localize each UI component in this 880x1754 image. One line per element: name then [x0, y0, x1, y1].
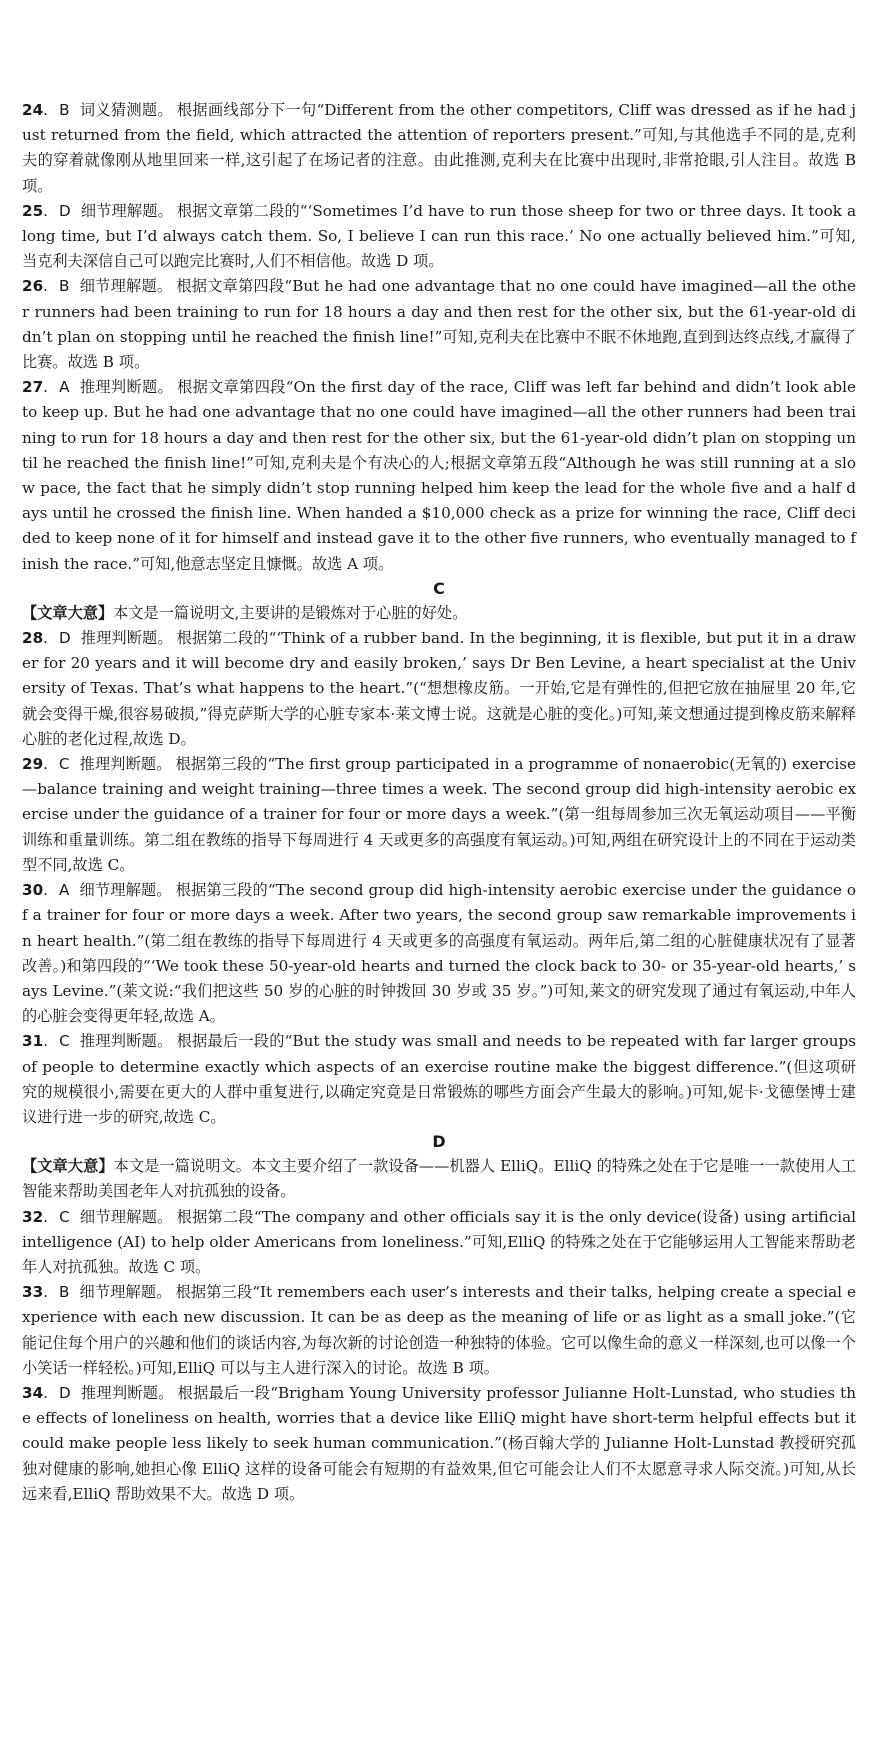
question-type: 词义猜测题。	[79, 101, 173, 119]
answer-letter: C	[59, 1207, 70, 1226]
question-number: 33	[22, 1283, 44, 1302]
question-number: 32	[22, 1207, 44, 1226]
question-number: 24	[22, 101, 44, 119]
explanation-text: 根据文章第四段“But he had one advantage that no one could have imagined—all the other runners had been training to run for 18 hours a day and then rest for the other six, but the 61-year-old didn’t plan on stopping until he reached the finish line!”可知,克利夫在比赛中不眠不休地跑,直到到达终点线,才赢得了比赛。故选 B 项。	[22, 277, 857, 372]
section-heading-c: C	[433, 578, 445, 598]
section-d-summary	[22, 1154, 856, 1204]
question-number: 28	[22, 629, 44, 648]
answer-entry-31: 31. C 推理判断题。 根据最后一段的“But the study was small and needs to be repeated with far larger groups of people to determine exactly which aspects of an exercise routine make the biggest difference.”(但这项研究的规模很小,需要在更大的人群中重复进行,以确定究竟是日常锻炼的哪些方面会产生最大的影响。)可知,妮卡·戈德堡博士建议进行进一步的研究,故选 C。	[22, 1032, 857, 1126]
question-number: 34	[22, 1383, 44, 1402]
explanation-text: 根据文章第二段的“‘Sometimes I’d have to run those sheep for two or three days. It took a long time, but I’d always catch them. So, I believe I can run this race.’ No one actually believed him.”可知,当克利夫深信自己可以跑完比赛时,人们不相信他。故选 D 项。	[22, 201, 857, 271]
question-number: 26	[22, 277, 44, 296]
section-heading-d: D	[432, 1132, 446, 1152]
answer-letter: C	[58, 755, 70, 774]
question-type: 细节理解题。	[79, 1283, 172, 1302]
explanation-text: 根据文章第四段“On the first day of the race, Cliff was left far behind and didn’t look able to keep up. But he had one advantage that no one could have imagined—all the other runners had been training to run for 18 hours a day and then rest for the other six, but the 61-year-old didn’t plan on stopping until he reached the finish line!”可知,克利夫是个有决心的人;根据文章第五段“Although he was still running at a slow pace, the fact that he simply didn’t stop running helped him keep the lead for the whole five and a half days until he crossed the finish line. When handed a $10,000 check as a prize for winning the race, Cliff decided to keep none of it for himself and instead gave it to the other five runners, who eventually managed to finish the race.”可知,他意志坚定且慷慨。故选 A 项。	[22, 378, 857, 573]
explanation-text: 根据最后一段的“But the study was small and needs to be repeated with far larger groups of people to determine exactly which aspects of an exercise routine make the biggest difference.”(但这项研究的规模很小,需要在更大的人群中重复进行,以确定究竟是日常锻炼的哪些方面会产生最大的影响。)可知,妮卡·戈德堡博士建议进行进一步的研究,故选 C。	[22, 1032, 857, 1126]
explanation-text: 根据第三段的“The second group did high-intensity aerobic exercise under the guidance of a trainer for four or more days a week. After two years, the second group saw remarkable improvements in heart health.”(第二组在教练的指导下每周进行 4 天或更多的高强度有氧运动。两年后,第二组的心脏健康状况有了显著改善。)和第四段的“‘We took these 50-year-old hearts and turned the clock back to 30- or 35-year-old hearts,’ says Levine.”(莱文说:“我们把这些 50 岁的心脏的时钟拨回 30 岁或 35 岁。”)可知,莱文的研究发现了通过有氧运动,中年人的心脏会变得更年轻,故选 A。	[22, 881, 857, 1026]
answer-entry-30: 30. A 细节理解题。 根据第三段的“The second group did high-intensity aerobic exercise under the guidance of a trainer for four or more days a week. After two years, the second group saw remarkable improvements in heart health.”(第二组在教练的指导下每周进行 4 天或更多的高强度有氧运动。两年后,第二组的心脏健康状况有了显著改善。)和第四段的“‘We took these 50-year-old hearts and turned the clock back to 30- or 35-year-old hearts,’ says Levine.”(莱文说:“我们把这些 50 岁的心脏的时钟拨回 30 岁或 35 岁。”)可知,莱文的研究发现了通过有氧运动,中年人的心脏会变得更年轻,故选 A。	[22, 881, 857, 1026]
explanation-text: 根据第二段“The company and other officials say it is the only device(设备) using artificial intelligence (AI) to help older Americans from loneliness.”可知,ElliQ 的特殊之处在于它能够运用人工智能来帮助老年人对抗孤独。故选 C 项。	[22, 1207, 857, 1276]
question-type: 推理判断题。	[79, 1032, 173, 1051]
answer-page	[22, 98, 856, 1507]
question-type: 细节理解题。	[79, 881, 172, 900]
question-number: 25	[22, 201, 44, 220]
answer-entry-24: 24. B 词义猜测题。 根据画线部分下一句“Different from the other competitors, Cliff was dressed as if he had just returned from the field, which attracted the attention of reporters present.”可知,与其他选手不同的是,克利夫的穿着就像刚从地里回来一样,这引起了在场记者的注意。由此推测,克利夫在比赛中出现时,非常抢眼,引人注目。故选 B 项。	[22, 101, 857, 195]
answer-letter: D	[59, 1383, 71, 1402]
question-number: 31	[22, 1032, 44, 1051]
explanation-text: 根据最后一段“Brigham Young University professor Julianne Holt-Lunstad, who studies the effects of loneliness on health, worries that a device like ElliQ might have short-term helpful effects but it could make people less likely to seek human communication.”(杨百翰大学的 Julianne Holt-Lunstad 教授研究孤独对健康的影响,她担心像 ElliQ 这样的设备可能会有短期的有益效果,但它可能会让人们不太愿意寻求人际交流。)可知,从长远来看,ElliQ 帮助效果不大。故选 D 项。	[22, 1383, 856, 1503]
answer-letter: B	[59, 277, 70, 296]
question-type: 推理判断题。	[80, 1383, 174, 1402]
question-type: 推理判断题。	[79, 378, 174, 397]
answer-letter: A	[59, 378, 70, 397]
answer-entry-26: 26. B 细节理解题。 根据文章第四段“But he had one advantage that no one could have imagined—all the other runners had been training to run for 18 hours a day and then rest for the other six, but the 61-year-old didn’t plan on stopping until he reached the finish line!”可知,克利夫在比赛中不眠不休地跑,直到到达终点线,才赢得了比赛。故选 B 项。	[22, 277, 857, 372]
answer-entry-33: 33. B 细节理解题。 根据第三段“It remembers each user’s interests and their talks, helping create a special experience with each new discussion. It can be as deep as the meaning of life or as light as a small joke.”(它能记住每个用户的兴趣和他们的谈话内容,为每次新的讨论创造一种独特的体验。它可以像生命的意义一样深刻,也可以像一个小笑话一样轻松。)可知,ElliQ 可以与主人进行深入的讨论。故选 B 项。	[22, 1283, 856, 1377]
summary-text: 本文是一篇说明文。本文主要介绍了一款设备——机器人 ElliQ。ElliQ 的特殊之处在于它是唯一一款使用人工智能来帮助美国老年人对抗孤独的设备。	[22, 1157, 857, 1201]
summary-label: 【文章大意】	[22, 603, 114, 622]
section-c-summary	[22, 601, 856, 626]
question-type: 细节理解题。	[79, 277, 173, 296]
answer-entry-27: 27. A 推理判断题。 根据文章第四段“On the first day of the race, Cliff was left far behind and didn’t look able to keep up. But he had one advantage that no one could have imagined—all the other runners had been training to run for 18 hours a day and then rest for the other six, but the 61-year-old didn’t plan on stopping until he reached the finish line!”可知,克利夫是个有决心的人;根据文章第五段“Although he was still running at a slow pace, the fact that he simply didn’t stop running helped him keep the lead for the whole five and a half days until he crossed the finish line. When handed a $10,000 check as a prize for winning the race, Cliff decided to keep none of it for himself and instead gave it to the other five runners, who eventually managed to finish the race.”可知,他意志坚定且慷慨。故选 A 项。	[22, 378, 857, 573]
question-number: 27	[22, 378, 44, 397]
answer-entry-25: 25. D 细节理解题。 根据文章第二段的“‘Sometimes I’d have to run those sheep for two or three days. It took a long time, but I’d always catch them. So, I believe I can run this race.’ No one actually believed him.”可知,当克利夫深信自己可以跑完比赛时,人们不相信他。故选 D 项。	[22, 201, 857, 271]
question-type: 细节理解题。	[79, 1207, 173, 1226]
explanation-text: 根据画线部分下一句“Different from the other competitors, Cliff was dressed as if he had just returned from the field, which attracted the attention of reporters present.”可知,与其他选手不同的是,克利夫的穿着就像刚从地里回来一样,这引起了在场记者的注意。由此推测,克利夫在比赛中出现时,非常抢眼,引人注目。故选 B 项。	[22, 101, 857, 195]
question-type: 细节理解题。	[80, 201, 173, 220]
explanation-text: 根据第三段的“The first group participated in a programme of nonaerobic(无氧的) exercise—balance training and weight training—three times a week. The second group did high-intensity aerobic exercise under the guidance of a trainer for four or more days a week.”(第一组每周参加三次无氧运动项目——平衡训练和重量训练。第二组在教练的指导下每周进行 4 天或更多的高强度有氧运动。)可知,两组在研究设计上的不同在于运动类型不同,故选 C。	[22, 755, 856, 874]
explanation-text: 根据第三段“It remembers each user’s interests and their talks, helping create a special experience with each new discussion. It can be as deep as the meaning of life or as light as a small joke.”(它能记住每个用户的兴趣和他们的谈话内容,为每次新的讨论创造一种独特的体验。它可以像生命的意义一样深刻,也可以像一个小笑话一样轻松。)可知,ElliQ 可以与主人进行深入的讨论。故选 B 项。	[22, 1283, 856, 1377]
question-number: 29	[22, 755, 44, 774]
answer-entry-32: 32. C 细节理解题。 根据第二段“The company and other officials say it is the only device(设备) using artificial intelligence (AI) to help older Americans from loneliness.”可知,ElliQ 的特殊之处在于它能够运用人工智能来帮助老年人对抗孤独。故选 C 项。	[22, 1207, 857, 1276]
answer-letter: A	[58, 881, 70, 900]
question-type: 推理判断题。	[80, 629, 173, 648]
explanation-text: 根据第二段的“‘Think of a rubber band. In the beginning, it is flexible, but put it in a drawer for 20 years and it will become dry and easily broken,’ says Dr Ben Levine, a heart specialist at the University of Texas. That’s what happens to the heart.”(“想想橡皮筋。一开始,它是有弹性的,但把它放在抽屉里 20 年,它就会变得干燥,很容易破损,”得克萨斯大学的心脏专家本·莱文博士说。这就是心脏的变化。)可知,莱文想通过提到橡皮筋来解释心脏的老化过程,故选 D。	[22, 629, 857, 748]
summary-text: 本文是一篇说明文,主要讲的是锻炼对于心脏的好处。	[113, 603, 468, 622]
summary-label: 【文章大意】	[22, 1157, 114, 1176]
answer-entry-28: 28. D 推理判断题。 根据第二段的“‘Think of a rubber band. In the beginning, it is flexible, but put it in a drawer for 20 years and it will become dry and easily broken,’ says Dr Ben Levine, a heart specialist at the University of Texas. That’s what happens to the heart.”(“想想橡皮筋。一开始,它是有弹性的,但把它放在抽屉里 20 年,它就会变得干燥,很容易破损,”得克萨斯大学的心脏专家本·莱文博士说。这就是心脏的变化。)可知,莱文想通过提到橡皮筋来解释心脏的老化过程,故选 D。	[22, 629, 857, 748]
answer-entry-34: 34. D 推理判断题。 根据最后一段“Brigham Young University professor Julianne Holt-Lunstad, who studies the effects of loneliness on health, worries that a device like ElliQ might have short-term helpful effects but it could make people less likely to seek human communication.”(杨百翰大学的 Julianne Holt-Lunstad 教授研究孤独对健康的影响,她担心像 ElliQ 这样的设备可能会有短期的有益效果,但它可能会让人们不太愿意寻求人际交流。)可知,从长远来看,ElliQ 帮助效果不大。故选 D 项。	[22, 1383, 856, 1503]
answer-letter: B	[59, 101, 70, 119]
answer-letter: D	[58, 201, 71, 220]
question-number: 30	[22, 881, 44, 900]
answer-entry-29: 29. C 推理判断题。 根据第三段的“The first group participated in a programme of nonaerobic(无氧的) exercise—balance training and weight training—three times a week. The second group did high-intensity aerobic exercise under the guidance of a trainer for four or more days a week.”(第一组每周参加三次无氧运动项目——平衡训练和重量训练。第二组在教练的指导下每周进行 4 天或更多的高强度有氧运动。)可知,两组在研究设计上的不同在于运动类型不同,故选 C。	[22, 755, 856, 874]
answer-letter: D	[58, 629, 71, 648]
question-type: 推理判断题。	[79, 755, 172, 774]
answer-letter: B	[58, 1283, 70, 1302]
answer-letter: C	[59, 1032, 70, 1051]
